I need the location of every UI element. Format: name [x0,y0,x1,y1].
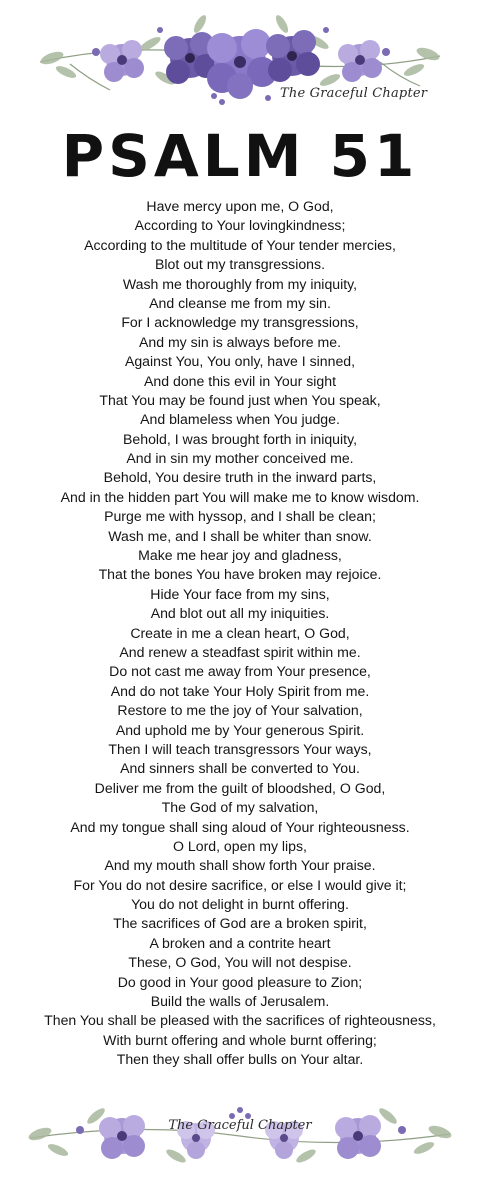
verse-line: You do not delight in burnt offering. [131,896,349,913]
verse-line: That the bones You have broken may rejoice. [98,566,382,583]
verse-line: And in the hidden part You will make me to know wisdom. [60,488,420,505]
verse-line: Do not cast me away from Your presence, [109,663,371,680]
verse-line: Against You, You only, have I sinned, [124,353,356,370]
verse-line: And renew a steadfast spirit within me. [119,643,361,660]
verse-line: Behold, I was brought forth in iniquity, [123,430,357,447]
verse-line: And do not take Your Holy Spirit from me. [110,682,370,699]
verse-line: Behold, You desire truth in the inward parts, [103,469,377,486]
verse-line: The sacrifices of God are a broken spirit, [113,915,367,932]
verse-line: And my tongue shall sing aloud of Your righteousness. [70,818,410,835]
verse-line: According to the multitude of Your tender mercies, [84,236,396,253]
verse-line: And blameless when You judge. [140,411,340,428]
brand-watermark-bottom: The Graceful Chapter [168,1118,312,1133]
verse-line: Make me hear joy and gladness, [138,547,342,564]
verse-line: And my mouth shall show forth Your praise. [104,857,376,874]
verse-line: With burnt offering and whole burnt offering; [103,1031,377,1048]
verse-line: Wash me, and I shall be whiter than snow. [108,527,372,544]
verse-line: And my sin is always before me. [138,333,342,350]
verse-line: These, O God, You will not despise. [128,954,352,971]
verse-line: According to Your lovingkindness; [134,217,346,234]
verse-line: Create in me a clean heart, O God, [130,624,350,641]
verse-line: Do good in Your good pleasure to Zion; [117,973,363,990]
verse-line: And cleanse me from my sin. [149,294,331,311]
verse-line: O Lord, open my lips, [173,837,307,854]
verse-list [0,197,480,1070]
verse-line: A broken and a contrite heart [149,934,331,951]
verse-line: And uphold me by Your generous Spirit. [115,721,365,738]
verse-line: Deliver me from the guilt of bloodshed, O God, [94,779,386,796]
verse-line: Blot out my transgressions. [155,256,325,273]
verse-line: And done this evil in Your sight [144,372,336,389]
verse-line: And sinners shall be converted to You. [120,760,360,777]
verse-line: For You do not desire sacrifice, or else I would give it; [73,876,407,893]
verse-line: For I acknowledge my transgressions, [121,314,359,331]
verse-line: Wash me thoroughly from my iniquity, [122,275,358,292]
verse-line: Then they shall offer bulls on Your altar. [116,1051,364,1068]
verse-line: Have mercy upon me, O God, [146,198,334,214]
verse-line: That You may be found just when You speak, [99,391,381,408]
verse-line: And in sin my mother conceived me. [126,450,354,467]
page-title: PSALM 51 [61,122,419,190]
verse-line: Purge me with hyssop, and I shall be clean; [104,508,376,525]
flower-decoration-icon [0,1086,480,1186]
verse-line: And blot out all my iniquities. [150,605,330,622]
verse-line: The God of my salvation, [161,799,319,816]
floral-garland-bottom [0,1086,480,1186]
verse-line: Hide Your face from my sins, [150,585,330,602]
verse-line: Then You shall be pleased with the sacrifices of righteousness, [44,1012,436,1029]
verse-line: Then I will teach transgressors Your ways, [108,740,372,757]
verse-line: Restore to me the joy of Your salvation, [117,702,363,719]
verse-line: Build the walls of Jerusalem. [150,993,330,1010]
brand-watermark-top: The Graceful Chapter [280,86,428,101]
